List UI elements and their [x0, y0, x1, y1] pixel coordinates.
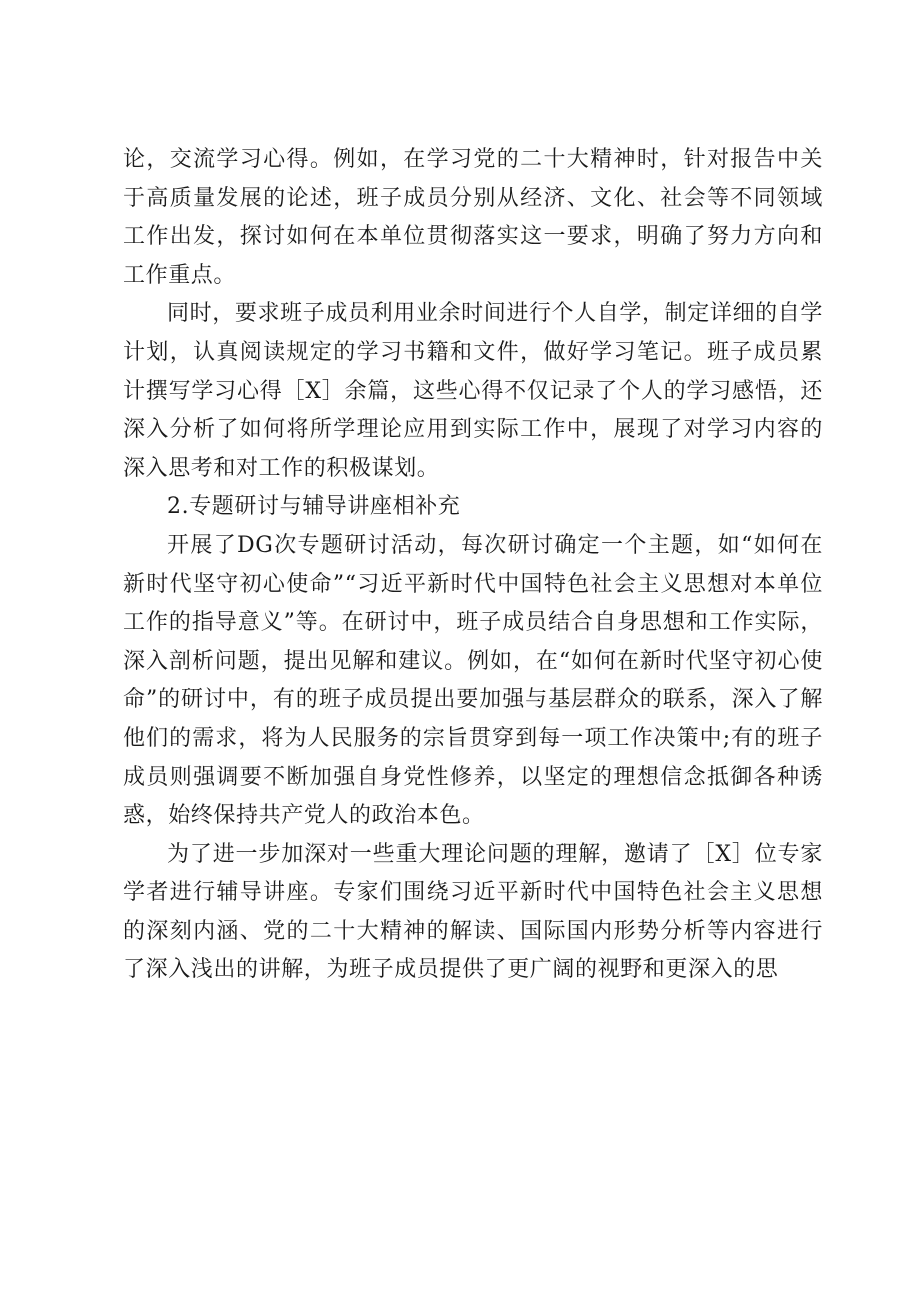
section-heading: 2.专题研讨与辅导讲座相补充: [167, 494, 461, 520]
paragraph-self-study: 同时，要求班子成员利用业余时间进行个人自学，制定详细的自学计划，认真阅读规定的学习书籍和文件，做好学习笔记。班子成员累计撰写学习心得［X］余篇，这些心得不仅记录了个人的学习感悟，还深入分析了如何将所学理论应用到实际工作中，展现了对学习内容的深入思考和对工作的积极谋划。: [123, 301, 823, 481]
document-body: [123, 141, 823, 990]
paragraph-continued: 论，交流学习心得。例如，在学习党的二十大精神时，针对报告中关于高质量发展的论述，班子成员分别从经济、文化、社会等不同领域工作出发，探讨如何在本单位贯彻落实这一要求，明确了努力方向和工作重点。: [123, 147, 823, 288]
paragraph-seminars: 开展了DG次专题研讨活动，每次研讨确定一个主题，如“如何在新时代坚守初心使命”“习近平新时代中国特色社会主义思想对本单位工作的指导意义”等。在研讨中，班子成员结合自身思想和工作实际，深入剖析问题，提出见解和建议。例如，在“如何在新时代坚守初心使命”的研讨中，有的班子成员提出要加强与基层群众的联系，深入了解他们的需求，将为人民服务的宗旨贯穿到每一项工作决策中;有的班子成员则强调要不断加强自身党性修养，以坚定的理想信念抵御各种诱惑，始终保持共产党人的政治本色。: [123, 532, 823, 829]
paragraph-lectures: 为了进一步加深对一些重大理论问题的理解，邀请了［X］位专家学者进行辅导讲座。专家们围绕习近平新时代中国特色社会主义思想的深刻内涵、党的二十大精神的解读、国际国内形势分析等内容进行了深入浅出的讲解，为班子成员提供了更广阔的视野和更深入的思: [123, 841, 823, 983]
